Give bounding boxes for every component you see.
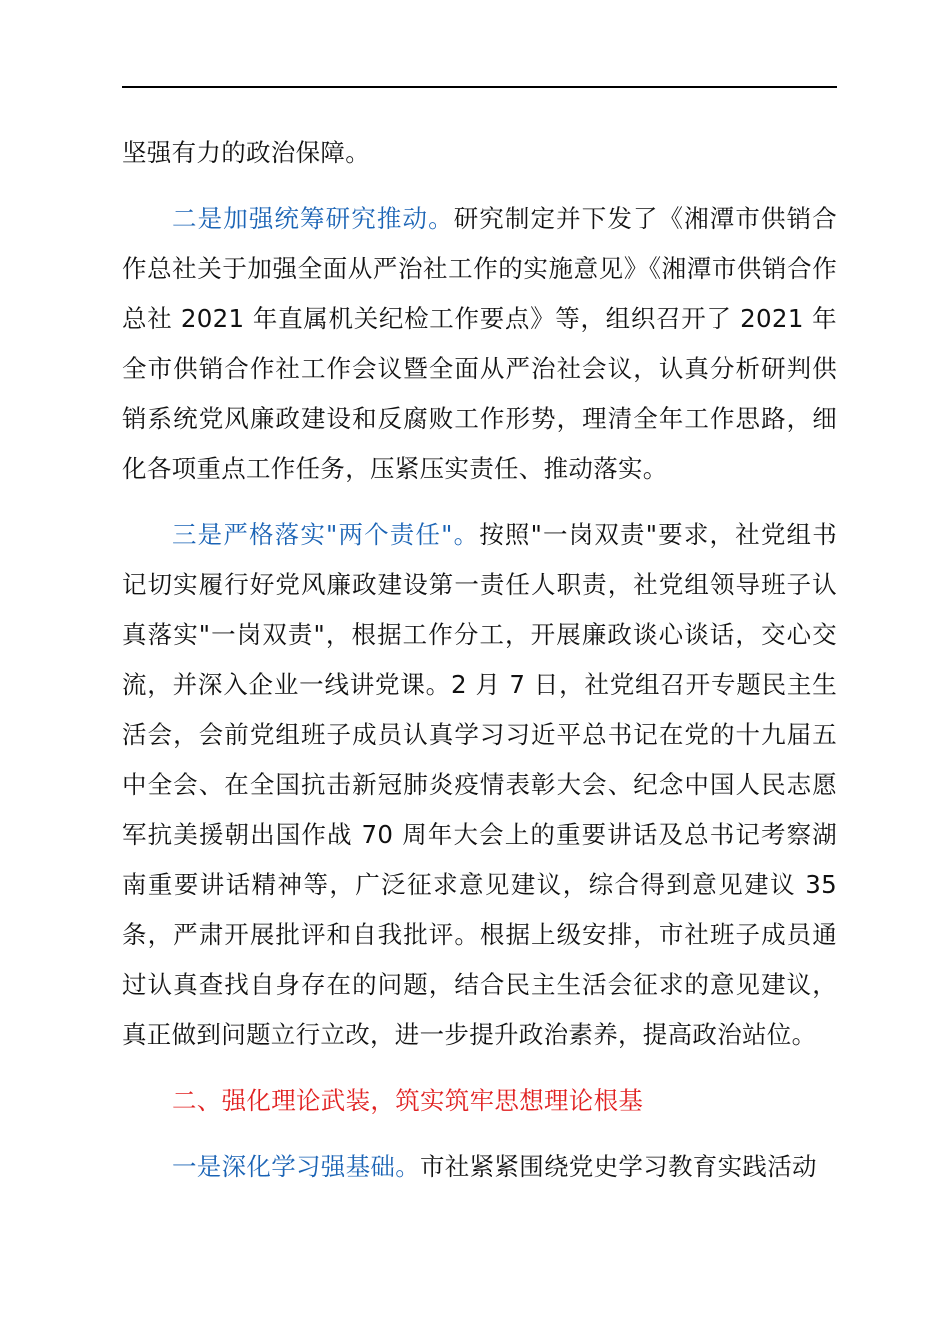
paragraph-lead: 三是严格落实"两个责任"。	[172, 520, 480, 549]
paragraph-body: 研究制定并下发了《湘潭市供销合作总社关于加强全面从严治社工作的实施意见》《湘潭市供销合作总社 2021 年直属机关纪检工作要点》等，组织召开了 2021 年全市供销合作社工作会议暨全面从严治社会议，认真分析研判供销系统党风廉政建设和反腐败工作形势，理清全年工作思路，细化各项重点工作任务，压紧压实责任、推动落实。	[122, 204, 837, 483]
paragraph-lead: 一是深化学习强基础。	[172, 1152, 420, 1181]
header-rule	[122, 86, 837, 88]
document-page	[122, 128, 837, 1208]
paragraph-responsibilities	[122, 510, 837, 1060]
paragraph-continuation	[122, 128, 837, 178]
paragraph-body: 市社紧紧围绕党史学习教育实践活动	[420, 1152, 817, 1181]
section-heading: 二、强化理论武装，筑实筑牢思想理论根基	[172, 1086, 644, 1115]
paragraph-lead: 二是加强统筹研究推动。	[172, 204, 454, 233]
paragraph-body: 按照"一岗双责"要求，社党组书记切实履行好党风廉政建设第一责任人职责，社党组领导班子认真落实"一岗双责"，根据工作分工，开展廉政谈心谈话，交心交流，并深入企业一线讲党课。2 月 7 日，社党组召开专题民主生活会，会前党组班子成员认真学习习近平总书记在党的十九届五中全会、在全国抗击新冠肺炎疫情表彰大会、纪念中国人民志愿军抗美援朝出国作战 70 周年大会上的重要讲话及总书记考察湖南重要讲话精神等，广泛征求意见建议，综合得到意见建议 35 条，严肃开展批评和自我批评。根据上级安排，市社班子成员通过认真查找自身存在的问题，结合民主生活会征求的意见建议，真正做到问题立行立改，进一步提升政治素养，提高政治站位。	[122, 520, 837, 1049]
paragraph-text: 坚强有力的政治保障。	[122, 138, 370, 167]
paragraph-coordination	[122, 194, 837, 494]
paragraph-study	[122, 1142, 837, 1192]
